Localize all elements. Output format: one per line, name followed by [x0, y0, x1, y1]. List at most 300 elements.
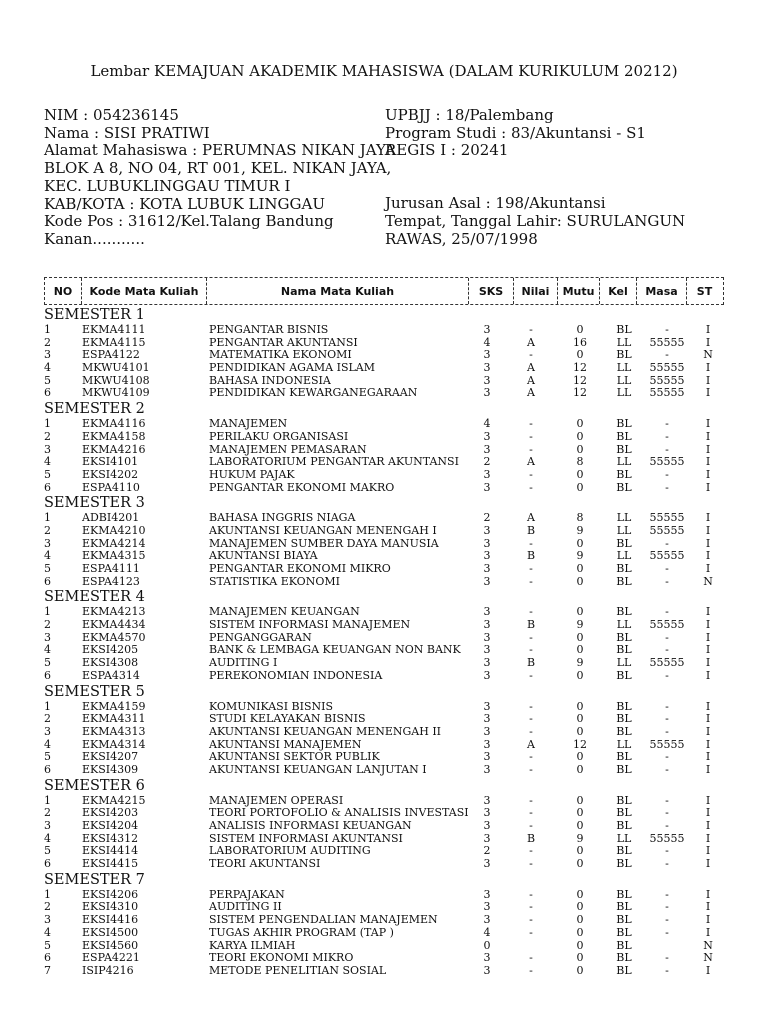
row-nama: ANALISIS INFORMASI KEUANGAN	[209, 819, 412, 832]
row-nama: AKUNTANSI BIAYA	[209, 549, 318, 563]
row-nama: MANAJEMEN SUMBER DAYA MANUSIA	[209, 536, 439, 550]
row-kel: BL	[616, 323, 632, 336]
table-row	[44, 563, 734, 576]
row-kel: LL	[616, 549, 632, 563]
row-kel: BL	[616, 951, 632, 965]
table-row	[44, 418, 734, 431]
page-title: Lembar KEMAJUAN AKADEMIK MAHASISWA (DALAM KURIKULUM 20212)	[90, 62, 678, 80]
row-no: 4	[44, 549, 51, 563]
row-st: I	[705, 630, 711, 644]
row-nilai: -	[529, 429, 533, 443]
row-masa: 55555	[649, 737, 685, 751]
table-row	[44, 482, 734, 495]
row-nama: KARYA ILMIAH	[209, 938, 296, 952]
row-masa: -	[665, 793, 669, 807]
row-nilai: -	[529, 536, 533, 550]
row-nama: TEORI AKUNTANSI	[209, 857, 321, 871]
row-no: 2	[44, 618, 51, 632]
row-mutu: 0	[576, 857, 584, 871]
row-no: 2	[44, 712, 51, 726]
table-row	[44, 576, 734, 589]
row-st: I	[705, 511, 711, 525]
row-mutu: 0	[576, 467, 584, 481]
row-nilai: -	[529, 925, 533, 939]
row-nama: AKUNTANSI KEUANGAN MENENGAH II	[209, 724, 442, 738]
row-st: I	[705, 335, 711, 349]
row-st: I	[705, 793, 711, 807]
row-no: 2	[44, 523, 51, 537]
row-no: 7	[44, 963, 51, 977]
row-nama: SISTEM INFORMASI MANAJEMEN	[209, 618, 411, 632]
row-nilai: -	[529, 348, 533, 362]
row-masa: 55555	[649, 335, 685, 349]
row-kode: EKSI4414	[82, 844, 139, 858]
row-nilai: -	[529, 913, 533, 927]
row-mutu: 9	[576, 549, 584, 563]
row-no: 6	[44, 762, 51, 776]
row-sks: 3	[483, 361, 491, 375]
row-kode: EKMA4210	[82, 523, 146, 537]
header-kel: Kel	[600, 278, 637, 304]
row-kode: EKMA4215	[82, 793, 146, 807]
row-kel: BL	[616, 643, 632, 657]
row-masa: -	[665, 574, 669, 588]
row-sks: 2	[483, 844, 491, 858]
row-sks: 3	[483, 323, 491, 336]
row-masa: -	[665, 699, 669, 713]
row-st: I	[705, 523, 711, 537]
row-kode: EKSI4204	[82, 819, 139, 832]
row-kel: BL	[616, 699, 632, 713]
row-nilai: -	[529, 630, 533, 644]
row-st: I	[705, 549, 711, 563]
table-row	[44, 362, 734, 375]
row-sks: 3	[483, 913, 491, 927]
row-kode: EKSI4205	[82, 643, 139, 657]
row-sks: 3	[483, 793, 491, 807]
row-kode: EKSI4202	[82, 467, 139, 481]
row-no: 5	[44, 467, 51, 481]
row-no: 1	[44, 887, 51, 901]
row-mutu: 0	[576, 819, 584, 832]
table-row	[44, 914, 734, 927]
table-row	[44, 456, 734, 469]
row-kel: BL	[616, 887, 632, 901]
row-masa: -	[665, 643, 669, 657]
row-no: 1	[44, 793, 51, 807]
row-mutu: 0	[576, 417, 584, 431]
row-kode: EKSI4309	[82, 762, 139, 776]
row-mutu: 0	[576, 951, 584, 965]
row-kode: EKMA4314	[82, 737, 146, 751]
row-sks: 3	[483, 831, 491, 845]
row-st: I	[705, 831, 711, 845]
table-row	[44, 387, 734, 400]
row-kode: EKSI4416	[82, 913, 139, 927]
row-kode: ISIP4216	[82, 963, 134, 977]
row-kel: LL	[616, 335, 632, 349]
row-mutu: 0	[576, 925, 584, 939]
row-kel: LL	[616, 618, 632, 632]
row-nama: PENGANTAR EKONOMI MIKRO	[209, 562, 391, 575]
row-sks: 4	[483, 925, 491, 939]
row-nilai: A	[527, 335, 535, 349]
row-masa: -	[665, 605, 669, 619]
row-masa: 55555	[649, 511, 685, 525]
row-mutu: 12	[573, 373, 587, 387]
row-nama: LABORATORIUM AUDITING	[209, 844, 371, 858]
row-sks: 3	[483, 348, 491, 362]
row-nama: AKUNTANSI KEUANGAN LANJUTAN I	[209, 762, 427, 776]
row-masa: -	[665, 417, 669, 431]
row-sks: 3	[483, 373, 491, 387]
address-line-1: Alamat Mahasiswa : PERUMNAS NIKAN JAYA	[44, 141, 396, 160]
table-row	[44, 619, 734, 632]
semester-heading: SEMESTER 5	[44, 683, 145, 700]
row-masa: -	[665, 442, 669, 456]
row-masa: 55555	[649, 656, 685, 670]
row-kel: LL	[616, 523, 632, 537]
row-kode: EKSI4310	[82, 900, 139, 914]
row-sks: 2	[483, 511, 491, 525]
row-masa: 55555	[649, 618, 685, 632]
row-st: N	[703, 938, 713, 952]
row-sks: 3	[483, 963, 491, 977]
row-mutu: 0	[576, 900, 584, 914]
row-st: I	[705, 442, 711, 456]
row-kel: BL	[616, 712, 632, 726]
row-st: I	[705, 536, 711, 550]
row-st: I	[705, 323, 711, 336]
row-kode: EKMA4111	[82, 323, 146, 336]
row-no: 2	[44, 335, 51, 349]
row-mutu: 0	[576, 605, 584, 619]
row-nama: BANK & LEMBAGA KEUANGAN NON BANK	[209, 643, 461, 657]
row-masa: -	[665, 562, 669, 575]
row-nilai: -	[529, 900, 533, 914]
semester-heading: SEMESTER 1	[44, 307, 145, 323]
row-st: N	[703, 951, 713, 965]
row-st: I	[705, 562, 711, 575]
row-nilai: -	[529, 963, 533, 977]
row-mutu: 0	[576, 348, 584, 362]
row-masa: 55555	[649, 361, 685, 375]
row-sks: 3	[483, 467, 491, 481]
row-kode: EKMA4213	[82, 605, 146, 619]
row-no: 6	[44, 668, 51, 682]
table-row	[44, 927, 734, 940]
row-nilai: A	[527, 373, 535, 387]
row-st: I	[705, 819, 711, 832]
row-kode: EKSI4101	[82, 455, 139, 469]
name-line: Nama : SISI PRATIWI	[44, 123, 210, 142]
row-kel: BL	[616, 963, 632, 977]
header-masa: Masa	[637, 278, 687, 304]
row-mutu: 0	[576, 668, 584, 682]
header-no: NO	[45, 278, 82, 304]
upbjj-line: UPBJJ : 18/Palembang	[385, 106, 554, 124]
row-kel: LL	[616, 455, 632, 469]
row-kode: ESPA4122	[82, 348, 140, 362]
row-nilai: -	[529, 750, 533, 764]
table-row	[44, 670, 734, 683]
row-nama: BAHASA INDONESIA	[209, 373, 331, 387]
row-masa: 55555	[649, 549, 685, 563]
row-nilai: A	[527, 737, 535, 751]
row-nama: METODE PENELITIAN SOSIAL	[209, 963, 387, 977]
row-no: 4	[44, 737, 51, 751]
row-masa: 55555	[649, 373, 685, 387]
table-row	[44, 858, 734, 871]
nim-line: NIM : 054236145	[44, 106, 179, 124]
row-nilai: B	[526, 549, 536, 563]
row-mutu: 12	[573, 386, 587, 400]
row-kel: BL	[616, 467, 632, 481]
row-nilai: -	[529, 887, 533, 901]
row-kode: MKWU4101	[82, 361, 150, 375]
row-no: 4	[44, 831, 51, 845]
row-sks: 3	[483, 806, 491, 820]
row-masa: -	[665, 536, 669, 550]
table-row	[44, 431, 734, 444]
row-kode: EKMA4315	[82, 549, 146, 563]
row-nama: AKUNTANSI SEKTOR PUBLIK	[209, 750, 380, 764]
row-sks: 4	[483, 335, 491, 349]
row-nilai: A	[527, 361, 535, 375]
row-sks: 3	[483, 562, 491, 575]
row-sks: 0	[483, 938, 491, 952]
spacer	[385, 160, 745, 178]
row-masa: 55555	[649, 455, 685, 469]
row-masa: 55555	[649, 386, 685, 400]
row-st: I	[705, 712, 711, 726]
course-table-body	[44, 306, 734, 978]
row-kel: BL	[616, 668, 632, 682]
row-kode: EKMA4116	[82, 417, 146, 431]
row-sks: 3	[483, 900, 491, 914]
row-nama: MANAJEMEN OPERASI	[209, 793, 344, 807]
table-row	[44, 952, 734, 965]
row-sks: 3	[483, 574, 491, 588]
regis-line: REGIS I : 20241	[385, 141, 509, 160]
row-kode: MKWU4109	[82, 386, 150, 400]
row-kel: LL	[616, 386, 632, 400]
row-kel: BL	[616, 630, 632, 644]
row-st: I	[705, 857, 711, 871]
row-masa: -	[665, 900, 669, 914]
row-st: I	[705, 887, 711, 901]
row-nama: PENDIDIKAN KEWARGANEGARAAN	[209, 386, 418, 400]
row-st: I	[705, 925, 711, 939]
row-kode: EKSI4312	[82, 831, 139, 845]
row-sks: 3	[483, 668, 491, 682]
row-nama: KOMUNIKASI BISNIS	[209, 699, 334, 713]
row-mutu: 9	[576, 831, 584, 845]
row-nama: BAHASA INGGRIS NIAGA	[209, 511, 356, 525]
row-nama: PENGANTAR EKONOMI MAKRO	[209, 480, 395, 494]
row-nilai: B	[526, 618, 536, 632]
row-kel: BL	[616, 844, 632, 858]
row-nilai: -	[529, 819, 533, 832]
row-nama: PENDIDIKAN AGAMA ISLAM	[209, 361, 375, 375]
row-nama: AKUNTANSI MANAJEMEN	[209, 737, 362, 751]
row-sks: 3	[483, 712, 491, 726]
table-row	[44, 764, 734, 777]
row-kel: LL	[616, 656, 632, 670]
row-kel: BL	[616, 724, 632, 738]
row-kode: EKMA4434	[82, 618, 146, 632]
table-row	[44, 657, 734, 670]
row-masa: -	[665, 724, 669, 738]
row-nama: PEREKONOMIAN INDONESIA	[209, 668, 383, 682]
row-kode: EKSI4207	[82, 750, 139, 764]
row-nilai: -	[529, 562, 533, 575]
row-kode: EKMA4158	[82, 429, 146, 443]
row-kode: EKSI4560	[82, 938, 139, 952]
row-no: 3	[44, 536, 51, 550]
program-line: Program Studi : 83/Akuntansi - S1	[385, 123, 646, 142]
row-nilai: -	[529, 951, 533, 965]
row-kel: BL	[616, 762, 632, 776]
row-no: 3	[44, 630, 51, 644]
row-sks: 3	[483, 887, 491, 901]
semester-heading: SEMESTER 3	[44, 495, 145, 512]
student-info-left	[44, 106, 396, 249]
row-st: I	[705, 417, 711, 431]
row-kode: ADBI4201	[82, 511, 140, 525]
row-nilai: B	[526, 656, 536, 670]
table-row	[44, 469, 734, 482]
row-sks: 3	[483, 750, 491, 764]
table-row	[44, 965, 734, 978]
spacer	[385, 178, 745, 196]
row-kel: BL	[616, 348, 632, 362]
row-nilai: -	[529, 793, 533, 807]
row-st: I	[705, 386, 711, 400]
row-kode: EKMA4570	[82, 630, 146, 644]
row-kel: BL	[616, 442, 632, 456]
row-mutu: 0	[576, 963, 584, 977]
header-mutu: Mutu	[558, 278, 600, 304]
row-nilai: -	[529, 857, 533, 871]
row-mutu: 9	[576, 656, 584, 670]
row-nama: PERILAKU ORGANISASI	[209, 429, 349, 443]
row-masa: -	[665, 913, 669, 927]
header-st: ST	[696, 284, 713, 298]
row-mutu: 0	[576, 630, 584, 644]
row-kel: BL	[616, 750, 632, 764]
table-row	[44, 820, 734, 833]
row-mutu: 8	[576, 511, 584, 525]
row-kode: EKMA4216	[82, 442, 146, 456]
row-mutu: 0	[576, 793, 584, 807]
row-nama: STUDI KELAYAKAN BISNIS	[209, 712, 366, 726]
header-kode: Kode Mata Kuliah	[82, 278, 207, 304]
semester-heading: SEMESTER 4	[44, 589, 145, 606]
row-masa: -	[665, 429, 669, 443]
row-mutu: 0	[576, 429, 584, 443]
row-mutu: 0	[576, 442, 584, 456]
row-no: 4	[44, 925, 51, 939]
row-no: 4	[44, 361, 51, 375]
row-nilai: B	[526, 831, 536, 845]
row-kode: EKMA4214	[82, 536, 146, 550]
row-mutu: 0	[576, 323, 584, 336]
row-mutu: 0	[576, 844, 584, 858]
row-st: I	[705, 963, 711, 977]
row-st: I	[705, 668, 711, 682]
row-kode: ESPA4110	[82, 480, 140, 494]
row-nilai: -	[529, 417, 533, 431]
row-nama: AUDITING I	[209, 656, 278, 670]
row-kel: BL	[616, 480, 632, 494]
row-masa: -	[665, 480, 669, 494]
semester-heading: SEMESTER 7	[44, 871, 145, 888]
row-mutu: 0	[576, 574, 584, 588]
row-st: I	[705, 605, 711, 619]
table-row	[44, 726, 734, 739]
row-nama: MANAJEMEN PEMASARAN	[209, 442, 367, 456]
row-masa: -	[665, 750, 669, 764]
row-sks: 3	[483, 762, 491, 776]
row-masa: -	[665, 712, 669, 726]
row-sks: 3	[483, 656, 491, 670]
row-st: I	[705, 429, 711, 443]
row-kel: BL	[616, 605, 632, 619]
row-mutu: 0	[576, 887, 584, 901]
row-kel: LL	[616, 361, 632, 375]
row-kel: LL	[616, 511, 632, 525]
row-kel: BL	[616, 819, 632, 832]
row-nilai: -	[529, 480, 533, 494]
row-mutu: 0	[576, 750, 584, 764]
row-nama: SISTEM PENGENDALIAN MANAJEMEN	[209, 913, 438, 927]
row-mutu: 9	[576, 523, 584, 537]
row-kode: EKMA4311	[82, 712, 146, 726]
row-kode: EKSI4500	[82, 925, 139, 939]
row-masa: -	[665, 467, 669, 481]
row-nama: AKUNTANSI KEUANGAN MENENGAH I	[209, 523, 437, 537]
row-nilai: -	[529, 762, 533, 776]
row-no: 2	[44, 900, 51, 914]
row-nama: HUKUM PAJAK	[209, 467, 295, 481]
row-masa: -	[665, 348, 669, 362]
row-sks: 3	[483, 549, 491, 563]
birth-place-line: Tempat, Tanggal Lahir: SURULANGUN	[385, 212, 686, 231]
row-nama: STATISTIKA EKONOMI	[209, 574, 340, 588]
row-no: 6	[44, 951, 51, 965]
row-masa: -	[665, 951, 669, 965]
row-mutu: 12	[573, 361, 587, 375]
row-no: 5	[44, 656, 51, 670]
row-nilai: A	[527, 511, 535, 525]
row-no: 1	[44, 511, 51, 525]
row-kel: LL	[616, 831, 632, 845]
header-nilai: Nilai	[514, 278, 558, 304]
row-sks: 3	[483, 429, 491, 443]
row-masa: -	[665, 630, 669, 644]
row-kel: BL	[616, 793, 632, 807]
row-mutu: 12	[573, 737, 587, 751]
row-st: I	[705, 724, 711, 738]
row-kel: BL	[616, 900, 632, 914]
header-sks: SKS	[469, 278, 514, 304]
row-kel: BL	[616, 536, 632, 550]
row-mutu: 0	[576, 762, 584, 776]
row-sks: 3	[483, 480, 491, 494]
postal-code-line-2: Kanan...........	[44, 229, 145, 248]
row-nilai: -	[529, 668, 533, 682]
